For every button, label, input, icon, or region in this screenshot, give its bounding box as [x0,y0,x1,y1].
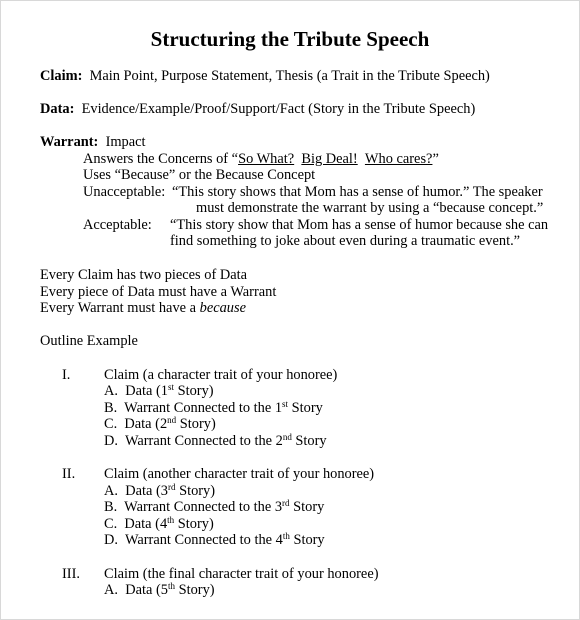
item-letter: C. [104,516,118,532]
item-text-end: Story) [174,582,215,598]
outline-claim-i: Claim (a character trait of your honoree) [104,367,338,383]
outline-item [104,400,323,417]
claim-definition [40,68,490,85]
outline-claim-ii: Claim (another character trait of your honoree) [104,466,375,482]
outline-item [104,483,215,500]
claim-label: Claim: [40,68,83,84]
outline-item [104,532,325,549]
rule-warrant-because: because [199,300,246,316]
unacceptable-example-line-2: must demonstrate the warrant by using a “because concept.” [196,200,544,216]
outline-item [104,582,215,599]
item-text: Data (2 [124,416,168,432]
item-ordinal: rd [282,498,290,508]
item-ordinal: st [282,399,289,409]
warrant-concerns [83,151,439,168]
data-label: Data: [40,101,75,117]
item-ordinal: nd [167,415,177,425]
rule-warrant [40,300,246,317]
item-letter: D. [104,532,118,548]
outline-item [104,499,324,516]
item-letter: A. [104,483,118,499]
item-ordinal: st [167,382,174,392]
concern-who-cares: Who cares? [364,151,433,167]
item-ordinal: th [282,531,290,541]
unacceptable-label: Unacceptable: [83,184,166,200]
warrant-uses: Uses “Because” or the Because Concept [83,167,316,183]
acceptable-label: Acceptable: [83,217,152,233]
item-ordinal: th [167,515,175,525]
rule-warrant-text: Every Warrant must have a [40,300,197,316]
item-text: Data (3 [125,483,168,499]
outline-numeral-i: I. [62,367,71,383]
item-letter: D. [104,433,118,449]
unacceptable-example-line-1: “This story shows that Mom has a sense of humor.” The speaker [172,184,543,200]
item-text: Warrant Connected to the 1 [124,400,283,416]
rule-data: Every piece of Data must have a Warrant [40,284,277,300]
item-letter: A. [104,383,118,399]
item-letter: C. [104,416,118,432]
item-letter: B. [104,400,118,416]
warrant-definition [40,134,146,151]
item-text: Warrant Connected to the 4 [124,532,283,548]
outline-heading: Outline Example [40,333,138,349]
rule-claim: Every Claim has two pieces of Data [40,267,247,283]
concerns-suffix: ” [432,151,439,167]
outline-item [104,433,327,450]
item-letter: A. [104,582,118,598]
concern-so-what: So What? [238,151,295,167]
outline-item [104,416,216,433]
item-ordinal: nd [282,432,292,442]
item-text-end: Story) [175,483,216,499]
item-text-end: Story [289,499,325,515]
data-definition [40,101,475,118]
acceptable-example-line-1: “This story show that Mom has a sense of humor because she can [170,217,549,233]
item-text-end: Story) [173,383,214,399]
item-text-end: Story [291,433,327,449]
page-title: Structuring the Tribute Speech [150,27,430,51]
outline-numeral-ii: II. [62,466,76,482]
concern-big-deal: Big Deal! [301,151,358,167]
data-text: Evidence/Example/Proof/Support/Fact (Story in the Tribute Speech) [81,101,476,117]
item-text: Warrant Connected to the 2 [124,433,283,449]
item-text: Warrant Connected to the 3 [124,499,283,515]
item-text-end: Story [289,532,325,548]
item-text: Data (4 [124,516,168,532]
outline-numeral-iii: III. [62,566,80,582]
outline-claim-iii: Claim (the final character trait of your honoree) [104,566,379,582]
item-letter: B. [104,499,118,515]
concerns-prefix: Answers the Concerns of “ [83,151,239,167]
item-text: Data (5 [125,582,168,598]
outline-item [104,383,214,400]
item-ordinal: th [167,581,175,591]
warrant-label: Warrant: [40,134,99,150]
warrant-text: Impact [105,134,146,150]
item-text-end: Story) [176,416,216,432]
item-ordinal: rd [167,482,176,492]
acceptable-example-line-2: find something to joke about even during a traumatic event.” [170,233,521,249]
outline-item [104,516,214,533]
item-text-end: Story) [174,516,214,532]
item-text: Data (1 [125,383,168,399]
item-text-end: Story [288,400,323,416]
claim-text: Main Point, Purpose Statement, Thesis (a Trait in the Tribute Speech) [89,68,490,84]
